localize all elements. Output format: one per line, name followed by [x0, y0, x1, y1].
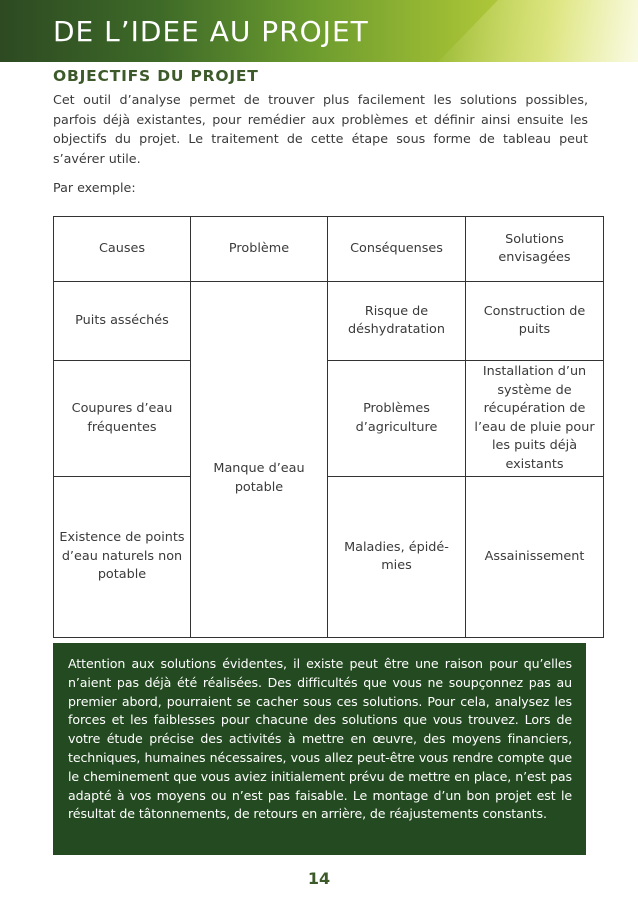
- table-row: [54, 477, 604, 638]
- header-consequences: Conséquenses: [328, 217, 466, 282]
- solution-cell: Assainissement: [466, 477, 604, 638]
- consequence-cell: Problèmes d’agriculture: [328, 361, 466, 477]
- consequence-cell: Risque de déshydratation: [328, 282, 466, 361]
- cause-cell: Coupures d’eau fréquentes: [54, 361, 191, 477]
- attention-note-text: Attention aux solutions évidentes, il existe peut être une raison pour qu’elles n’aient pas déjà été réalisées. Des difficultés que vous ne soupçonnez pas au premier abord, pourraient se cacher sous ces solutions. Pour cela, analysez les forces et les faiblesses pour chacune des solutions que vous trouvez. Lors de votre étude précise des activités à mettre en œuvre, des moyens financiers, techniques, humaines nécessaires, vous allez peut-être vous rendre compte que le cheminement que vous aviez initialement prévu de mettre en place, n’est pas adapté à vos moyens ou n’est pas faisable. Le montage d’un bon projet est le résultat de tâtonnements, de retours en arrière, de réajustements constants.: [68, 656, 572, 822]
- solution-cell: Construction de puits: [466, 282, 604, 361]
- page-number: 14: [307, 869, 331, 888]
- section-title: OBJECTIFS DU PROJET: [53, 67, 259, 85]
- solution-cell: Installation d’un système de récupération de l’eau de pluie pour les puits déjà existants: [466, 361, 604, 477]
- intro-paragraph: Cet outil d’analyse permet de trouver plus facilement les solutions possibles, parfois déjà existantes, pour remédier aux problèmes et définir ainsi ensuite les objectifs du projet. Le traitement de cette étape sous forme de tableau peut s’avérer utile.: [53, 92, 588, 166]
- problem-cell: Manque d’eau potable: [191, 282, 328, 638]
- attention-note-box: [53, 643, 586, 855]
- table-row: [54, 282, 604, 361]
- page-title: DE L’IDEE AU PROJET: [53, 15, 369, 48]
- table-header-row: [54, 217, 604, 282]
- causes-solutions-table: [53, 216, 604, 638]
- example-label: Par exemple:: [53, 180, 136, 195]
- cause-cell: Existence de points d’eau naturels non potable: [54, 477, 191, 638]
- table-row: [54, 361, 604, 477]
- header-probleme: Problème: [191, 217, 328, 282]
- header-causes: Causes: [54, 217, 191, 282]
- header-solutions: Solutions envisagées: [466, 217, 604, 282]
- cause-cell: Puits asséchés: [54, 282, 191, 361]
- consequence-cell: Maladies, épidé- mies: [328, 477, 466, 638]
